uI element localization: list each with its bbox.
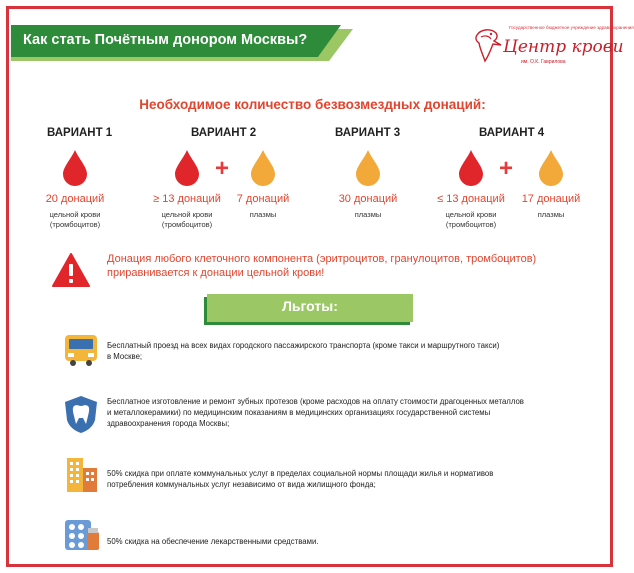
- pelican-logo-icon: [471, 25, 503, 65]
- variant-3-title: ВАРИАНТ 3: [335, 127, 401, 139]
- logo-tagline: Государственное бюджетное учреждение здравоохранения: [509, 25, 634, 30]
- page-title: Как стать Почётным донором Москвы?: [23, 32, 308, 48]
- logo-subtitle: им. О.К. Гаврилова: [521, 59, 566, 65]
- plus-icon: +: [215, 155, 230, 182]
- variant-4-sub-blood: цельной крови (тромбоцитов): [445, 210, 497, 229]
- variant-3-count: 30 донаций: [338, 193, 398, 205]
- logo-name: Центр крови: [503, 37, 624, 57]
- variant-2-count-blood: ≥ 13 донаций: [153, 193, 221, 205]
- benefits-title: Льготы:: [282, 298, 338, 314]
- blood-drop-red-icon: [61, 149, 89, 187]
- infographic-frame: [6, 6, 634, 567]
- donations-section-title: Необходимое количество безвозмездных донаций:: [139, 97, 486, 112]
- variant-2-count-plasma: 7 донаций: [236, 193, 290, 205]
- variant-4-count-plasma: 17 донаций: [521, 193, 581, 205]
- variant-2-sub-blood: цельной крови (тромбоцитов): [161, 210, 213, 229]
- plasma-drop-orange-icon: [249, 149, 277, 187]
- bus-icon: [61, 329, 101, 369]
- plus-icon: +: [499, 155, 514, 182]
- plasma-drop-orange-icon: [537, 149, 565, 187]
- variant-4-title: ВАРИАНТ 4: [479, 127, 545, 139]
- variant-1-title: ВАРИАНТ 1: [47, 127, 113, 139]
- plasma-drop-orange-icon: [354, 149, 382, 187]
- blood-drop-red-icon: [173, 149, 201, 187]
- variant-2-sub-plasma: плазмы: [249, 210, 277, 219]
- variant-2-title: ВАРИАНТ 2: [191, 127, 257, 139]
- warning-icon: [51, 252, 91, 288]
- benefit-utilities-text: 50% скидка при оплате коммунальных услуг в пределах социальной нормы площади жилья и нормативов потребления коммунальных услуг независимо от вида жилищного фонда;: [107, 469, 494, 489]
- benefit-medicines-text: 50% скидка на обеспечение лекарственными средствами.: [107, 537, 319, 546]
- benefit-dental-text: Бесплатное изготовление и ремонт зубных протезов (кроме расходов на оплату стоимости драгоценных металлов и металлокерамики) по медицинским показаниям в медицинских организациях государственной системы здравоохранения города Москвы;: [107, 397, 524, 428]
- variant-4-sub-plasma: плазмы: [537, 210, 565, 219]
- warning-message: Донация любого клеточного компонента (эритроцитов, гранулоцитов, тромбоцитов) приравнивается к донации цельной крови!: [107, 253, 537, 279]
- benefit-transport-text: Бесплатный проезд на всех видах городского пассажирского транспорта (кроме такси и маршрутного такси) в Москве;: [107, 341, 500, 361]
- variant-4-count-blood: ≤ 13 донаций: [437, 193, 505, 205]
- pills-icon: [61, 514, 101, 554]
- tooth-icon: [61, 394, 101, 434]
- variant-3-sub: плазмы: [354, 210, 382, 219]
- blood-drop-red-icon: [457, 149, 485, 187]
- variant-1-count: 20 донаций: [45, 193, 105, 205]
- buildings-icon: [61, 454, 101, 494]
- variant-1-sub: цельной крови (тромбоцитов): [49, 210, 101, 229]
